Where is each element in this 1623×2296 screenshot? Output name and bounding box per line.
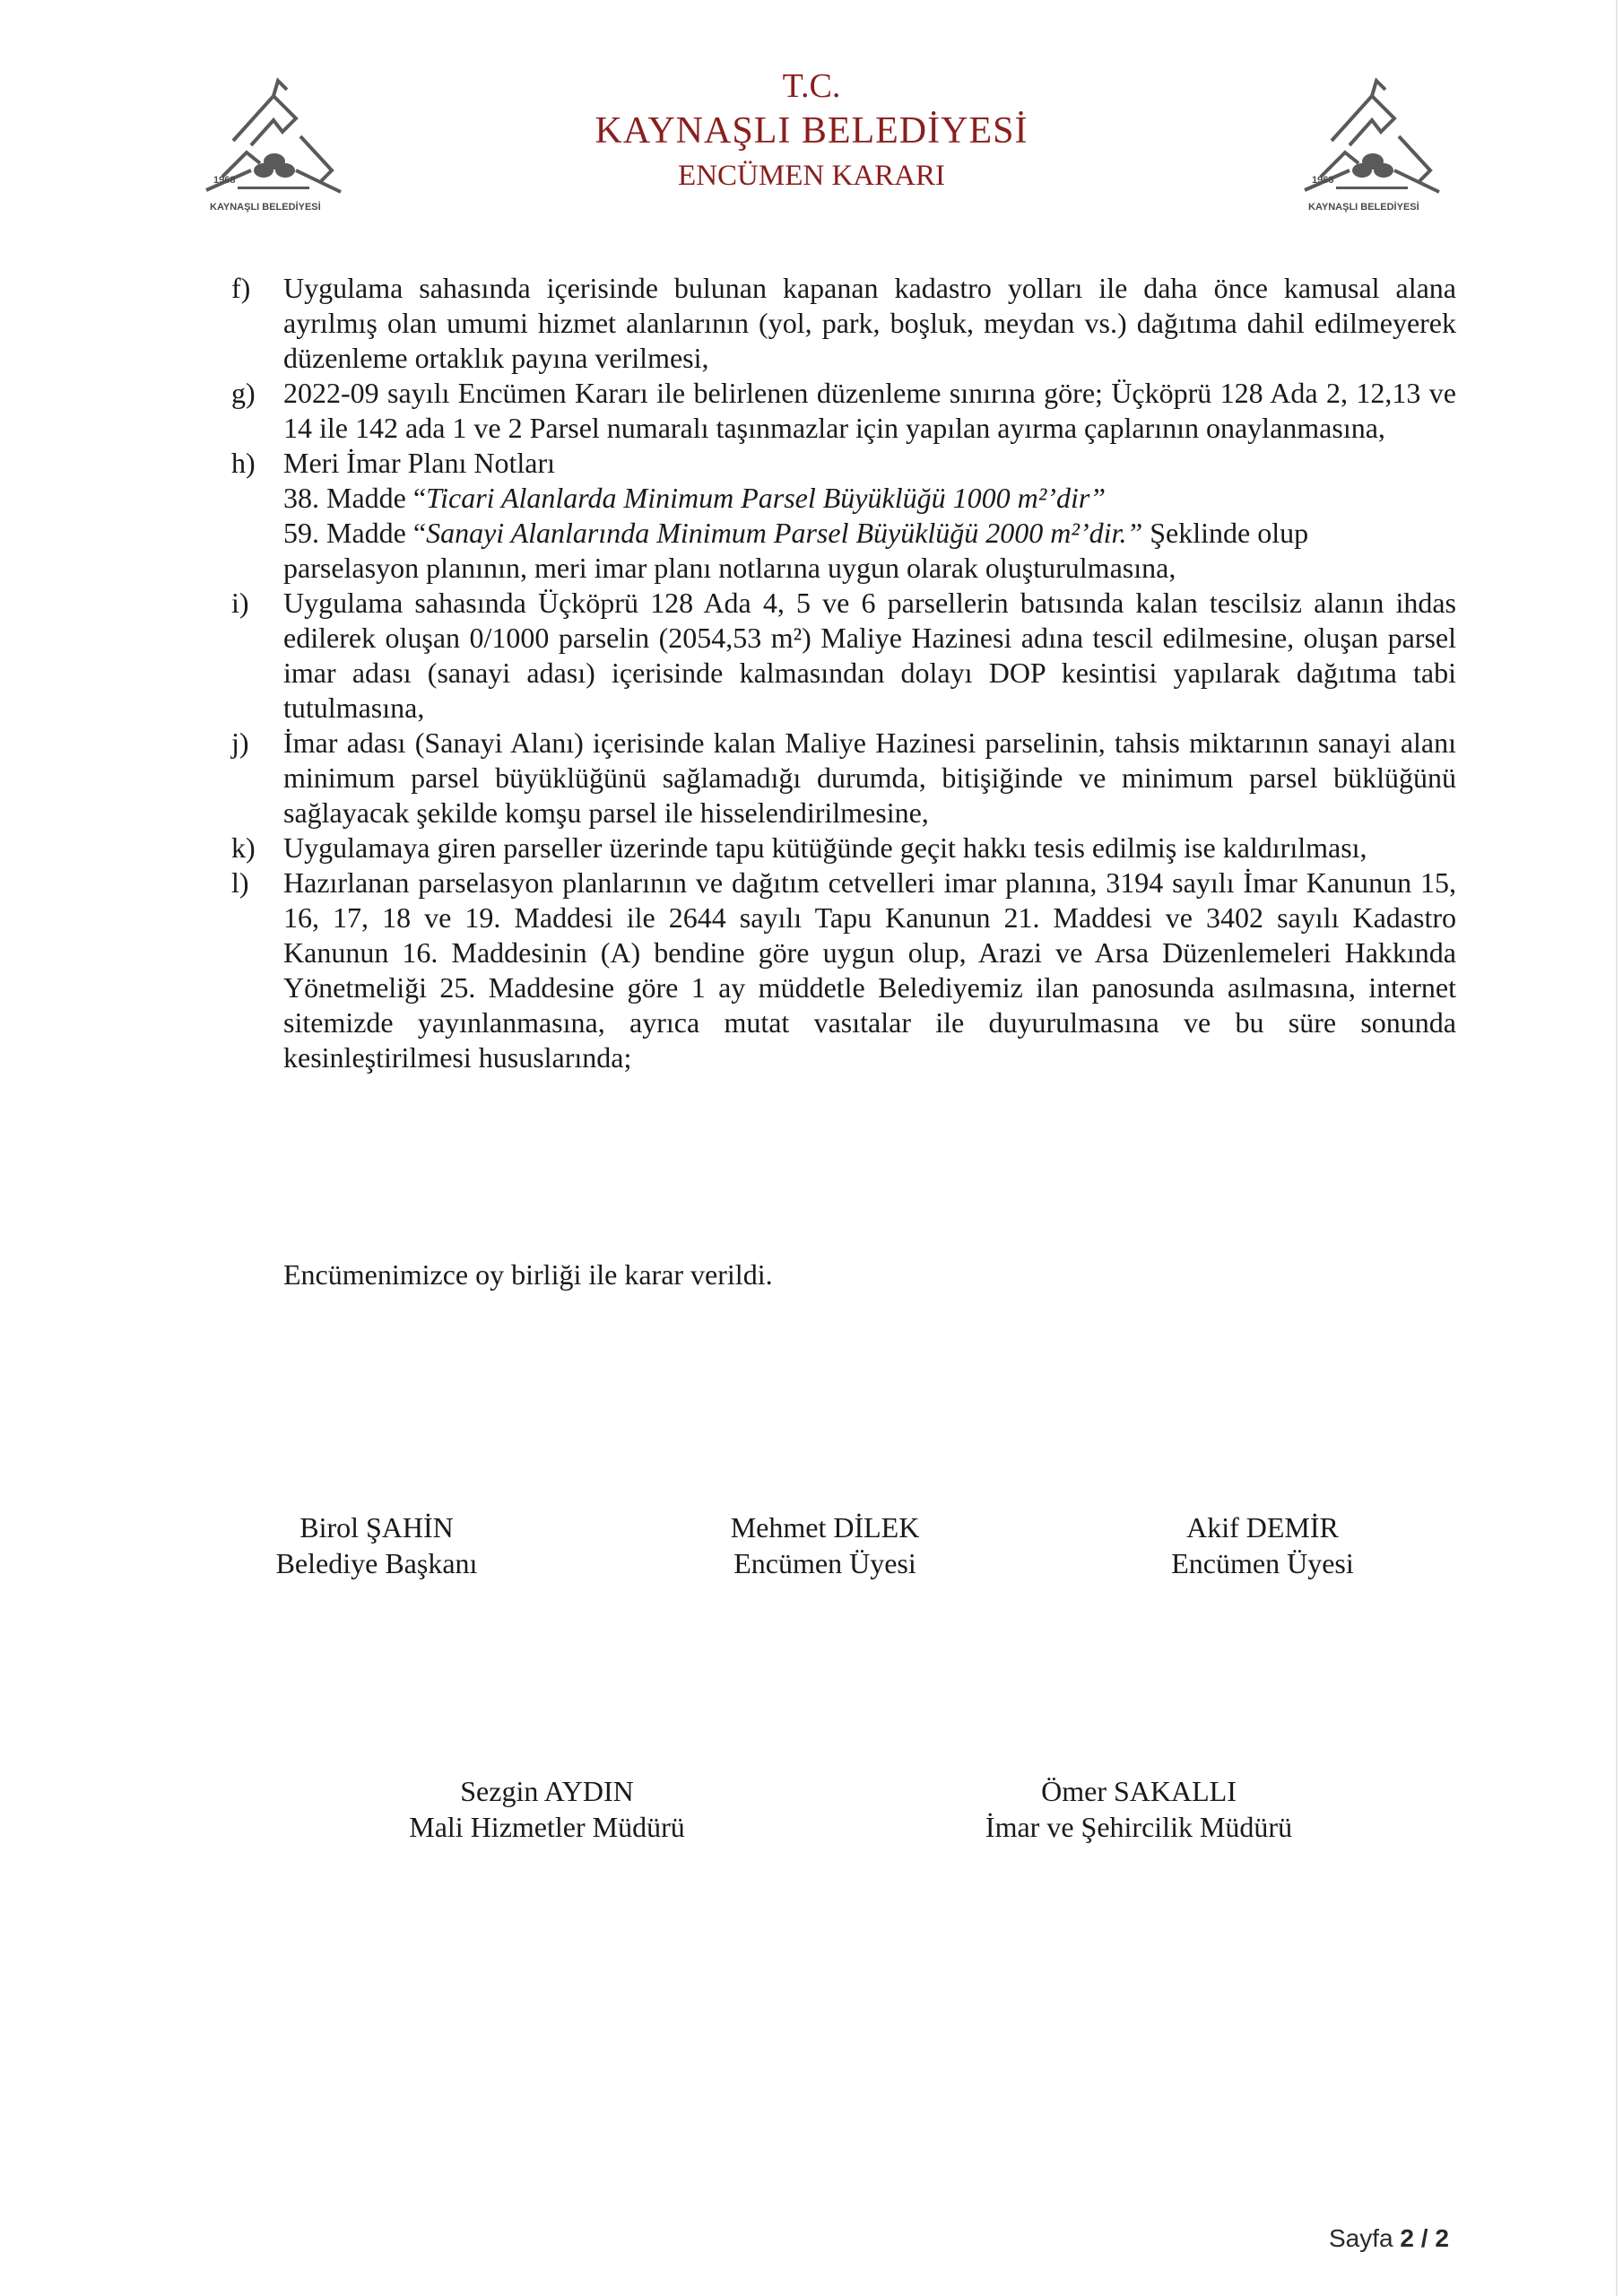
item-text: Uygulama sahasında Üçköprü 128 Ada 4, 5 ve 6 parsellerin batısında kalan tescilsiz alanın ihdas edilerek oluşan 0/1000 parselin (2054,53 m²) Maliye Hazinesi adına tescil edilmesine, oluşan parsel imar adası (sanayi adası) içerisinde kalmasından dolayı DOP kesintisi yapılarak dağıtıma tabi tutulmasına, xyxy=(283,587,1456,724)
decision-items xyxy=(231,271,1456,1075)
item-text: Meri İmar Planı Notları xyxy=(283,447,556,479)
svg-text:1968: 1968 xyxy=(1312,175,1334,186)
signature-block-member-2 xyxy=(1074,1509,1451,1581)
municipality-logo-left xyxy=(197,74,350,222)
item-letter: h) xyxy=(231,447,256,479)
item-letter: f) xyxy=(231,272,251,304)
item-text: Uygulamaya giren parseller üzerinde tapu kütüğünde geçit hakkı tesis edilmiş ise kaldırılması, xyxy=(283,831,1367,864)
svg-text:KAYNAŞLI BELEDİYESİ: KAYNAŞLI BELEDİYESİ xyxy=(1308,202,1419,213)
signatory-title: Mali Hizmetler Müdürü xyxy=(409,1811,685,1843)
item-h xyxy=(231,446,1456,586)
item-f xyxy=(231,271,1456,376)
item-k xyxy=(231,831,1456,865)
signatory-title: İmar ve Şehircilik Müdürü xyxy=(985,1811,1293,1843)
signatory-name: Mehmet DİLEK xyxy=(730,1511,920,1544)
signature-block-finance xyxy=(359,1773,735,1845)
item-letter: j) xyxy=(231,726,249,759)
signatory-name: Ömer SAKALLI xyxy=(1041,1775,1237,1807)
madde-38-line: 38. Madde “Ticari Alanlarda Minimum Parsel Büyüklüğü 1000 m²’dir” xyxy=(283,482,1107,514)
page-edge xyxy=(1616,0,1618,2296)
signatory-name: Sezgin AYDIN xyxy=(460,1775,634,1807)
signature-block-mayor xyxy=(188,1509,565,1581)
item-letter: l) xyxy=(231,866,249,899)
signature-block-zoning xyxy=(950,1773,1327,1845)
item-text: İmar adası (Sanayi Alanı) içerisinde kalan Maliye Hazinesi parselinin, tahsis miktarının sanayi alanı minimum parsel büyüklüğünü sağlamadığı durumda, bitişiğinde ve minimum parsel büklüğünü sağlayacak şekilde komşu parsel ile hisselendirilmesine, xyxy=(283,726,1456,829)
signature-block-member-1 xyxy=(637,1509,1013,1581)
item-l xyxy=(231,865,1456,1075)
item-continuation: parselasyon planının, meri imar planı notlarına uygun olarak oluşturulmasına, xyxy=(283,552,1176,584)
signatory-title: Belediye Başkanı xyxy=(275,1547,478,1579)
signatory-title: Encümen Üyesi xyxy=(1171,1547,1354,1579)
header-tc: T.C. xyxy=(782,67,841,105)
item-letter: g) xyxy=(231,377,256,409)
signatory-name: Akif DEMİR xyxy=(1186,1511,1339,1544)
item-text: Uygulama sahasında içerisinde bulunan kapanan kadastro yolları ile daha önce kamusal alana ayrılmış olan umumi hizmet alanlarının (yol, park, boşluk, meydan vs.) dağıtıma dahil edilmeyerek düzenleme ortaklık payına verilmesi, xyxy=(283,272,1456,374)
municipality-logo-right xyxy=(1296,74,1448,222)
item-letter: i) xyxy=(231,587,249,619)
header-document-type: ENCÜMEN KARARI xyxy=(678,160,945,192)
item-text: 2022-09 sayılı Encümen Kararı ile belirlenen düzenleme sınırına göre; Üçköprü 128 Ada 2, 12,13 ve 14 ile 142 ada 1 ve 2 Parsel numaralı taşınmazlar için yapılan ayırma çaplarının onaylanmasına, xyxy=(283,377,1456,444)
svg-text:1968: 1968 xyxy=(213,175,236,186)
madde-59-line: 59. Madde “Sanayi Alanlarında Minimum Parsel Büyüklüğü 2000 m²’dir.” Şeklinde olup xyxy=(283,517,1309,549)
signatory-title: Encümen Üyesi xyxy=(733,1547,916,1579)
signatory-name: Birol ŞAHİN xyxy=(299,1511,454,1544)
svg-text:KAYNAŞLI BELEDİYESİ: KAYNAŞLI BELEDİYESİ xyxy=(210,202,321,213)
document-header xyxy=(430,65,1193,196)
item-j xyxy=(231,726,1456,831)
header-organization: KAYNAŞLI BELEDİYESİ xyxy=(595,110,1028,152)
item-g xyxy=(231,376,1456,446)
decision-statement: Encümenimizce oy birliği ile karar verildi. xyxy=(283,1258,773,1291)
item-text: Hazırlanan parselasyon planlarının ve dağıtım cetvelleri imar planına, 3194 sayılı İmar Kanunun 15, 16, 17, 18 ve 19. Maddesi ile 2644 sayılı Tapu Kanunun 21. Maddesi ve 3402 sayılı Kadastro Kanunun 16. Maddesinin (A) bendine göre uygun olup, Arazi ve Arsa Düzenlemeleri Hakkında Yönetmeliği 25. Maddesine göre 1 ay müddetle Belediyemiz ilan panosunda asılmasına, internet sitemizde yayınlanmasına, ayrıca mutat vasıtalar ile duyurulmasına ve bu süre sonunda kesinleştirilmesi hususlarında; xyxy=(283,866,1456,1074)
item-letter: k) xyxy=(231,831,256,864)
page-number: Sayfa 2 / 2 xyxy=(1329,2224,1449,2252)
item-i xyxy=(231,586,1456,726)
